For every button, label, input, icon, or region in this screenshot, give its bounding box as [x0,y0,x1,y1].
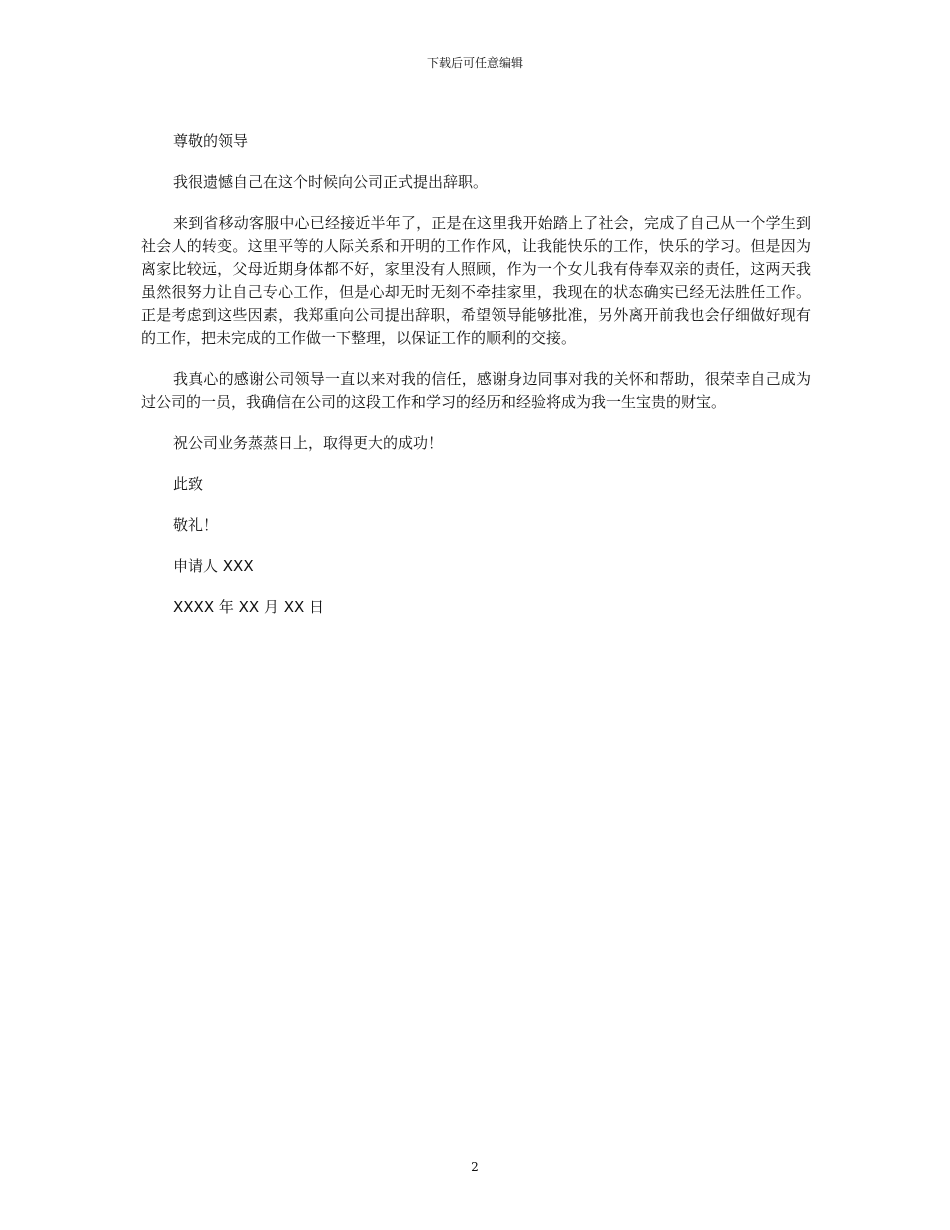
paragraph-wishes: 祝公司业务蒸蒸日上，取得更大的成功！ [173,434,444,452]
paragraph-thanks: 我真心的感谢公司领导一直以来对我的信任，感谢身边同事对我的关怀和帮助，很荣幸自己成为过公司的一员，我确信在公司的这段工作和学习的经历和经验将成为我一生宝贵的财宝。 [141,370,811,411]
header-note: 下载后可任意编辑 [426,56,523,70]
salutation: 尊敬的领导 [173,132,249,150]
paragraph-resignation-statement: 我很遗憾自己在这个时候向公司正式提出辞职。 [173,173,489,191]
letter-body [141,130,811,637]
page-number: 2 [471,1160,479,1174]
letter-date: XXXX 年 XX 月 XX 日 [173,598,325,616]
paragraph-reason: 来到省移动客服中心已经接近半年了，正是在这里我开始踏上了社会，完成了自己从一个学生到社会人的转变。这里平等的人际关系和开明的工作作风，让我能快乐的工作，快乐的学习。但是因为离家比较远，父母近期身体都不好，家里没有人照顾，作为一个女儿我有侍奉双亲的责任，这两天我虽然很努力让自己专心工作，但是心却无时无刻不牵挂家里，我现在的状态确实已经无法胜任工作。正是考虑到这些因素，我郑重向公司提出辞职，希望领导能够批准，另外离开前我也会仔细做好现有的工作，把未完成的工作做一下整理，以保证工作的顺利的交接。 [141,214,811,347]
closing-line-1: 此致 [173,475,204,493]
applicant-signature: 申请人 XXX [173,557,254,575]
closing-line-2: 敬礼！ [173,516,219,534]
